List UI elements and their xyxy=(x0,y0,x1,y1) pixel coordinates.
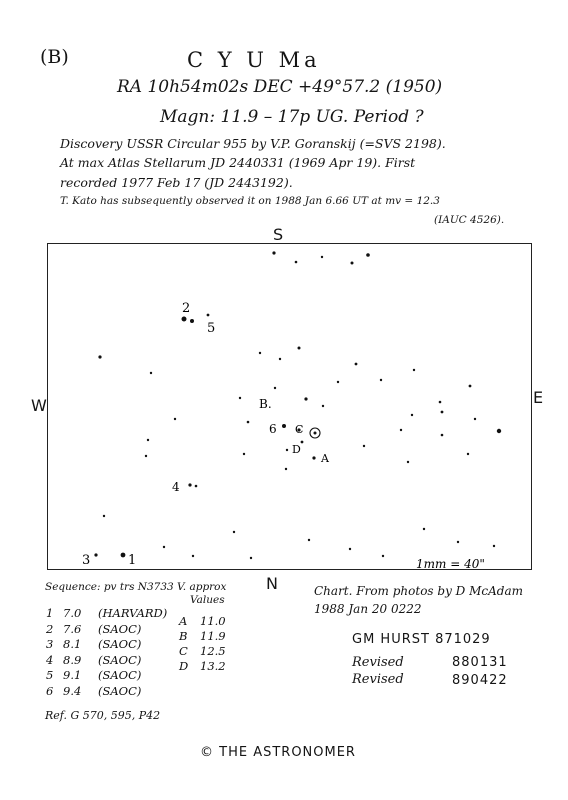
star-dot xyxy=(321,256,323,258)
star-dot xyxy=(308,539,310,541)
star-dot xyxy=(493,545,495,547)
star-dot xyxy=(413,369,415,371)
note-line-5: (IAUC 4526). xyxy=(434,214,505,226)
seq-star-mag: 8.9 xyxy=(63,652,82,667)
star-dot xyxy=(192,555,194,557)
star-dot xyxy=(145,455,147,457)
star-dot xyxy=(337,381,339,383)
star-field xyxy=(48,244,533,571)
star-dot xyxy=(411,414,413,416)
star-dot xyxy=(239,397,241,399)
star-dot xyxy=(163,546,165,548)
star-name: C Y U Ma xyxy=(187,48,321,72)
scale-label: 1mm = 40" xyxy=(416,557,485,571)
label-star-5: 5 xyxy=(207,321,216,336)
label-star-6: 6 xyxy=(269,422,277,436)
seq-star-id: 2 xyxy=(46,621,54,636)
star-dot xyxy=(407,461,409,463)
magnitude-line: Magn: 11.9 – 17p UG. Period ? xyxy=(160,107,424,127)
star-dot xyxy=(207,314,210,317)
star-dot xyxy=(282,424,286,428)
star-dot xyxy=(355,363,358,366)
label-star-1: 1 xyxy=(128,553,137,568)
seq-star-id: 3 xyxy=(46,637,54,651)
label-star-2: 2 xyxy=(182,301,191,316)
star-dot xyxy=(190,319,194,323)
seq-star-id: 1 xyxy=(46,606,54,620)
star-dot xyxy=(469,385,472,388)
label-star-C: C xyxy=(295,423,304,436)
copyright: © THE ASTRONOMER xyxy=(200,745,356,760)
seq-star-source: (SAOC) xyxy=(98,621,142,636)
note-line-2: At max Atlas Stellarum JD 2440331 (1969 Apr 19). First xyxy=(60,155,416,170)
star-dot xyxy=(274,387,276,389)
star-dot xyxy=(188,483,191,486)
direction-south: S xyxy=(273,225,284,244)
seq-star-id: 5 xyxy=(46,668,54,682)
label-star-B: B. xyxy=(259,397,272,411)
seq-star-source: (SAOC) xyxy=(98,637,142,651)
direction-east: E xyxy=(533,388,544,407)
star-dot xyxy=(312,456,315,459)
seq-star-source: (SAOC) xyxy=(98,683,142,698)
star-dot xyxy=(380,379,382,381)
star-dot xyxy=(279,358,281,360)
panel-label: (B) xyxy=(40,46,69,68)
revised-label-2: Revised xyxy=(352,672,404,687)
seq-letter-mag: 13.2 xyxy=(200,659,226,673)
star-dot xyxy=(441,411,444,414)
coordinates: RA 10h54m02s DEC +49°57.2 (1950) xyxy=(117,77,443,97)
star-dot xyxy=(182,317,187,322)
seq-letter-mag: 12.5 xyxy=(200,644,226,658)
star-dot xyxy=(272,251,275,254)
seq-star-mag: 8.1 xyxy=(63,637,82,651)
star-dot xyxy=(439,401,442,404)
star-dot xyxy=(98,355,101,358)
seq-star-mag: 7.6 xyxy=(63,621,82,636)
star-dot xyxy=(247,421,250,424)
star-dot xyxy=(441,434,444,437)
revised-date-1: 880131 xyxy=(452,655,508,670)
finder-chart xyxy=(47,243,532,570)
seq-star-source: (SAOC) xyxy=(98,668,142,682)
star-dot xyxy=(474,418,476,420)
seq-star-id: 4 xyxy=(46,652,54,667)
seq-star-id: 6 xyxy=(46,683,54,698)
reference: Ref. G 570, 595, P42 xyxy=(45,709,161,722)
label-star-A: A xyxy=(321,452,329,465)
direction-west: W xyxy=(31,396,47,415)
star-dot xyxy=(250,557,252,559)
seq-star-mag: 9.1 xyxy=(63,668,82,682)
direction-north: N xyxy=(266,574,278,593)
star-dot xyxy=(366,253,370,257)
star-dot xyxy=(349,548,351,550)
star-dot xyxy=(304,397,307,400)
star-dot xyxy=(286,449,288,451)
star-dot xyxy=(467,453,469,455)
seq-letter-id: A xyxy=(179,614,188,628)
star-dot xyxy=(457,541,459,543)
star-dot xyxy=(351,262,354,265)
label-star-3: 3 xyxy=(82,553,91,568)
star-dot xyxy=(147,439,149,441)
star-dot xyxy=(195,485,198,488)
sequence-heading: Sequence: pv trs N3733 V. approx xyxy=(45,581,227,593)
star-dot xyxy=(94,553,97,556)
chart-date: 1988 Jan 20 0222 xyxy=(314,602,422,616)
star-dot xyxy=(298,347,301,350)
seq-letter-mag: 11.0 xyxy=(200,614,226,628)
seq-letter-id: C xyxy=(179,644,188,658)
star-dot xyxy=(423,528,425,530)
variable-marker xyxy=(310,428,320,438)
revised-date-2: 890422 xyxy=(452,673,508,688)
chart-source: Chart. From photos by D McAdam xyxy=(314,584,523,598)
sequence-values-label: Values xyxy=(190,594,225,606)
star-dot xyxy=(400,429,402,431)
seq-star-mag: 9.4 xyxy=(63,683,82,698)
revised-label-1: Revised xyxy=(352,655,404,670)
star-dot xyxy=(121,553,126,558)
seq-letter-mag: 11.9 xyxy=(200,629,226,643)
star-dot xyxy=(243,453,245,455)
star-dot xyxy=(295,261,298,264)
seq-letter-id: B xyxy=(179,629,188,643)
star-dot xyxy=(301,441,304,444)
note-line-1: Discovery USSR Circular 955 by V.P. Goranskij (=SVS 2198). xyxy=(60,136,446,151)
label-star-4: 4 xyxy=(172,480,180,494)
seq-star-mag: 7.0 xyxy=(63,606,82,620)
star-dot xyxy=(363,445,365,447)
star-dot xyxy=(285,468,287,470)
star-dot xyxy=(150,372,152,374)
star-dot xyxy=(233,531,235,533)
note-line-4: T. Kato has subsequently observed it on 1988 Jan 6.66 UT at mv = 12.3 xyxy=(60,195,440,207)
star-dot xyxy=(497,429,501,433)
seq-letter-id: D xyxy=(179,659,189,673)
author: GM HURST 871029 xyxy=(352,632,491,647)
seq-star-source: (HARVARD) xyxy=(98,606,168,620)
star-dot xyxy=(259,352,261,354)
star-dot xyxy=(322,405,324,407)
note-line-3: recorded 1977 Feb 17 (JD 2443192). xyxy=(60,175,293,190)
label-star-D: D xyxy=(292,443,301,456)
seq-star-source: (SAOC) xyxy=(98,652,142,667)
star-dot xyxy=(103,515,105,517)
star-dot xyxy=(382,555,384,557)
star-dot xyxy=(174,418,176,420)
